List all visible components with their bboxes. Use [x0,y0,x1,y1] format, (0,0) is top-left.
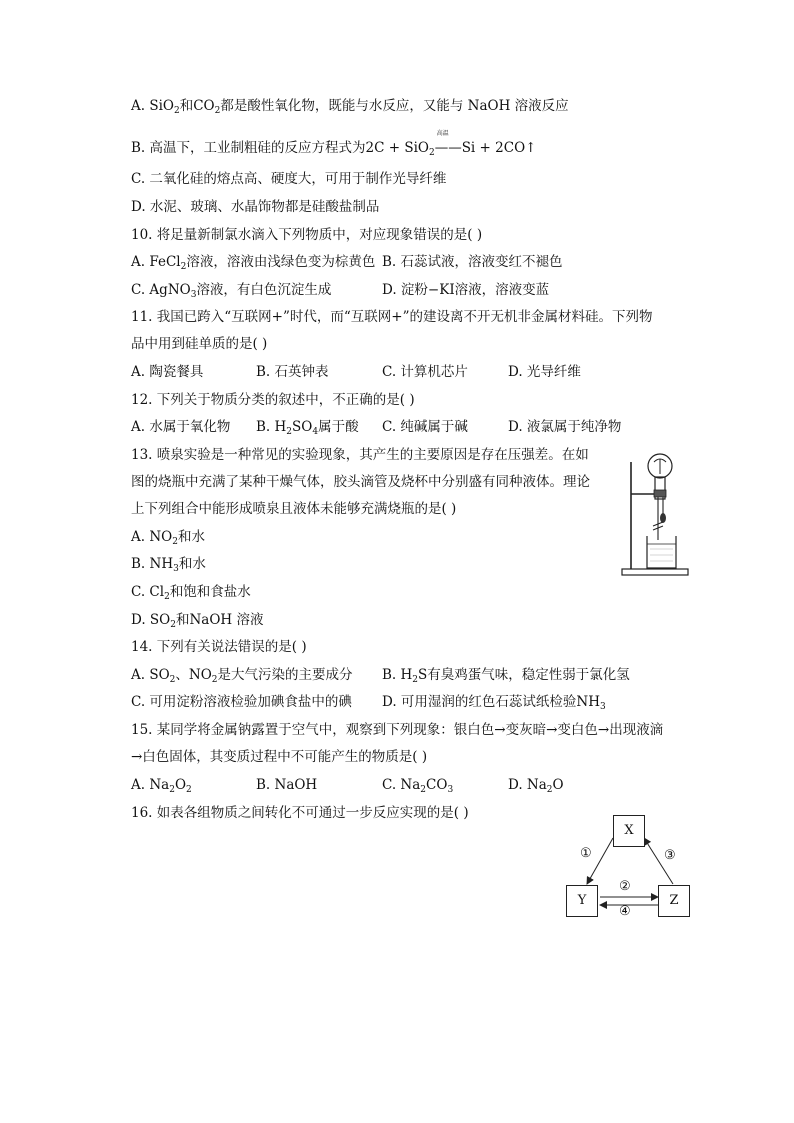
q12-option-a: A. 水属于氧化物 [131,419,231,435]
q13-option-a: A. $NO_2$和水 [131,529,205,547]
q16-stem: 16. 如表各组物质之间转化不可通过一步反应实现的是( ) [131,805,469,821]
q11-option-b: B. 石英钟表 [256,364,329,380]
q11-option-c: C. 计算机芯片 [382,364,468,380]
q15-stem-line2: →白色固体，其变质过程中不可能产生的物质是( ) [131,749,428,765]
q13-stem-line2: 图的烧瓶中充满了某种干燥气体，胶头滴管及烧杯中分别盛有同种液体。理论 [131,474,590,490]
node-x: X [613,815,645,847]
conversion-diagram [560,810,700,925]
q13-option-b: B. $NH_3$和水 [131,556,206,574]
q9-option-a: A. SiO$_2$和$CO_2$都是酸性氧化物，既能与水反应，又能与 NaOH 溶液反应 [131,98,569,116]
q12-stem: 12. 下列关于物质分类的叙述中，不正确的是( ) [131,392,415,408]
reaction-arrow: 高温 —— [434,130,462,156]
q10-stem: 10. 将足量新制氯水滴入下列物质中，对应现象错误的是( ) [131,227,483,243]
q13-option-d: D. $SO_2$和NaOH 溶液 [131,612,264,630]
q9-option-c: C. 二氧化硅的熔点高、硬度大，可用于制作光导纤维 [131,171,447,187]
q14-option-a: A. $SO_2$、$NO_2$是大气污染的主要成分 [131,667,353,685]
q14-option-d: D. 可用湿润的红色石蕊试纸检验$NH_3$ [382,694,606,712]
q14-option-b: B. $H_2S$有臭鸡蛋气味，稳定性弱于氯化氢 [382,667,630,685]
q13-stem-line3: 上下列组合中能形成喷泉且液体未能够充满烧瓶的是( ) [131,501,457,517]
q11-option-d: D. 光导纤维 [508,364,581,380]
q12-option-c: C. 纯碱属于碱 [382,419,468,435]
label-step-1: ① [580,846,592,861]
label-step-4: ④ [619,904,631,919]
q13-option-c: C. $Cl_2$和饱和食盐水 [131,584,251,602]
q11-option-a: A. 陶瓷餐具 [131,364,204,380]
q12-option-d: D. 液氯属于纯净物 [508,419,622,435]
q9-option-b: B. 高温下，工业制粗硅的反应方程式为2C + SiO$_2$ 高温 ——Si + 2CO↑ [131,130,537,158]
q15-option-d: D. $Na_2O$ [508,777,564,795]
label-step-2: ② [619,879,631,894]
q13-stem-line1: 13. 喷泉实验是一种常见的实验现象，其产生的主要原因是存在压强差。在如 [131,447,589,463]
q10-option-d: D. 淀粉−KI溶液，溶液变蓝 [382,282,550,298]
node-z: Z [658,885,690,917]
q15-stem-line1: 15. 某同学将金属钠露置于空气中，观察到下列现象：银白色→变灰暗→变白色→出现液滴 [131,722,664,738]
q15-option-b: B. NaOH [256,777,318,793]
q12-option-b: B. $H_2SO_4$属于酸 [256,419,359,437]
q10-option-a: A. FeCl$_2$溶液，溶液由浅绿色变为棕黄色 [131,254,376,272]
fountain-apparatus-figure [620,452,692,578]
q9-option-d: D. 水泥、玻璃、水晶饰物都是硅酸盐制品 [131,199,380,215]
q11-stem-line1: 11. 我国已跨入“互联网+”时代，而“互联网+”的建设离不开无机非金属材料硅。下列物 [131,309,653,325]
label-step-3: ③ [664,848,676,863]
q14-option-c: C. 可用淀粉溶液检验加碘食盐中的碘 [131,694,352,710]
q14-stem: 14. 下列有关说法错误的是( ) [131,639,307,655]
q15-option-c: C. $Na_2CO_3$ [382,777,454,795]
q10-option-b: B. 石蕊试液，溶液变红不褪色 [382,254,563,270]
node-y: Y [566,885,598,917]
q15-option-a: A. $Na_2O_2$ [131,777,192,795]
q11-stem-line2: 品中用到硅单质的是( ) [131,336,268,352]
q10-option-c: C. AgNO$_3$溶液，有白色沉淀生成 [131,282,332,300]
